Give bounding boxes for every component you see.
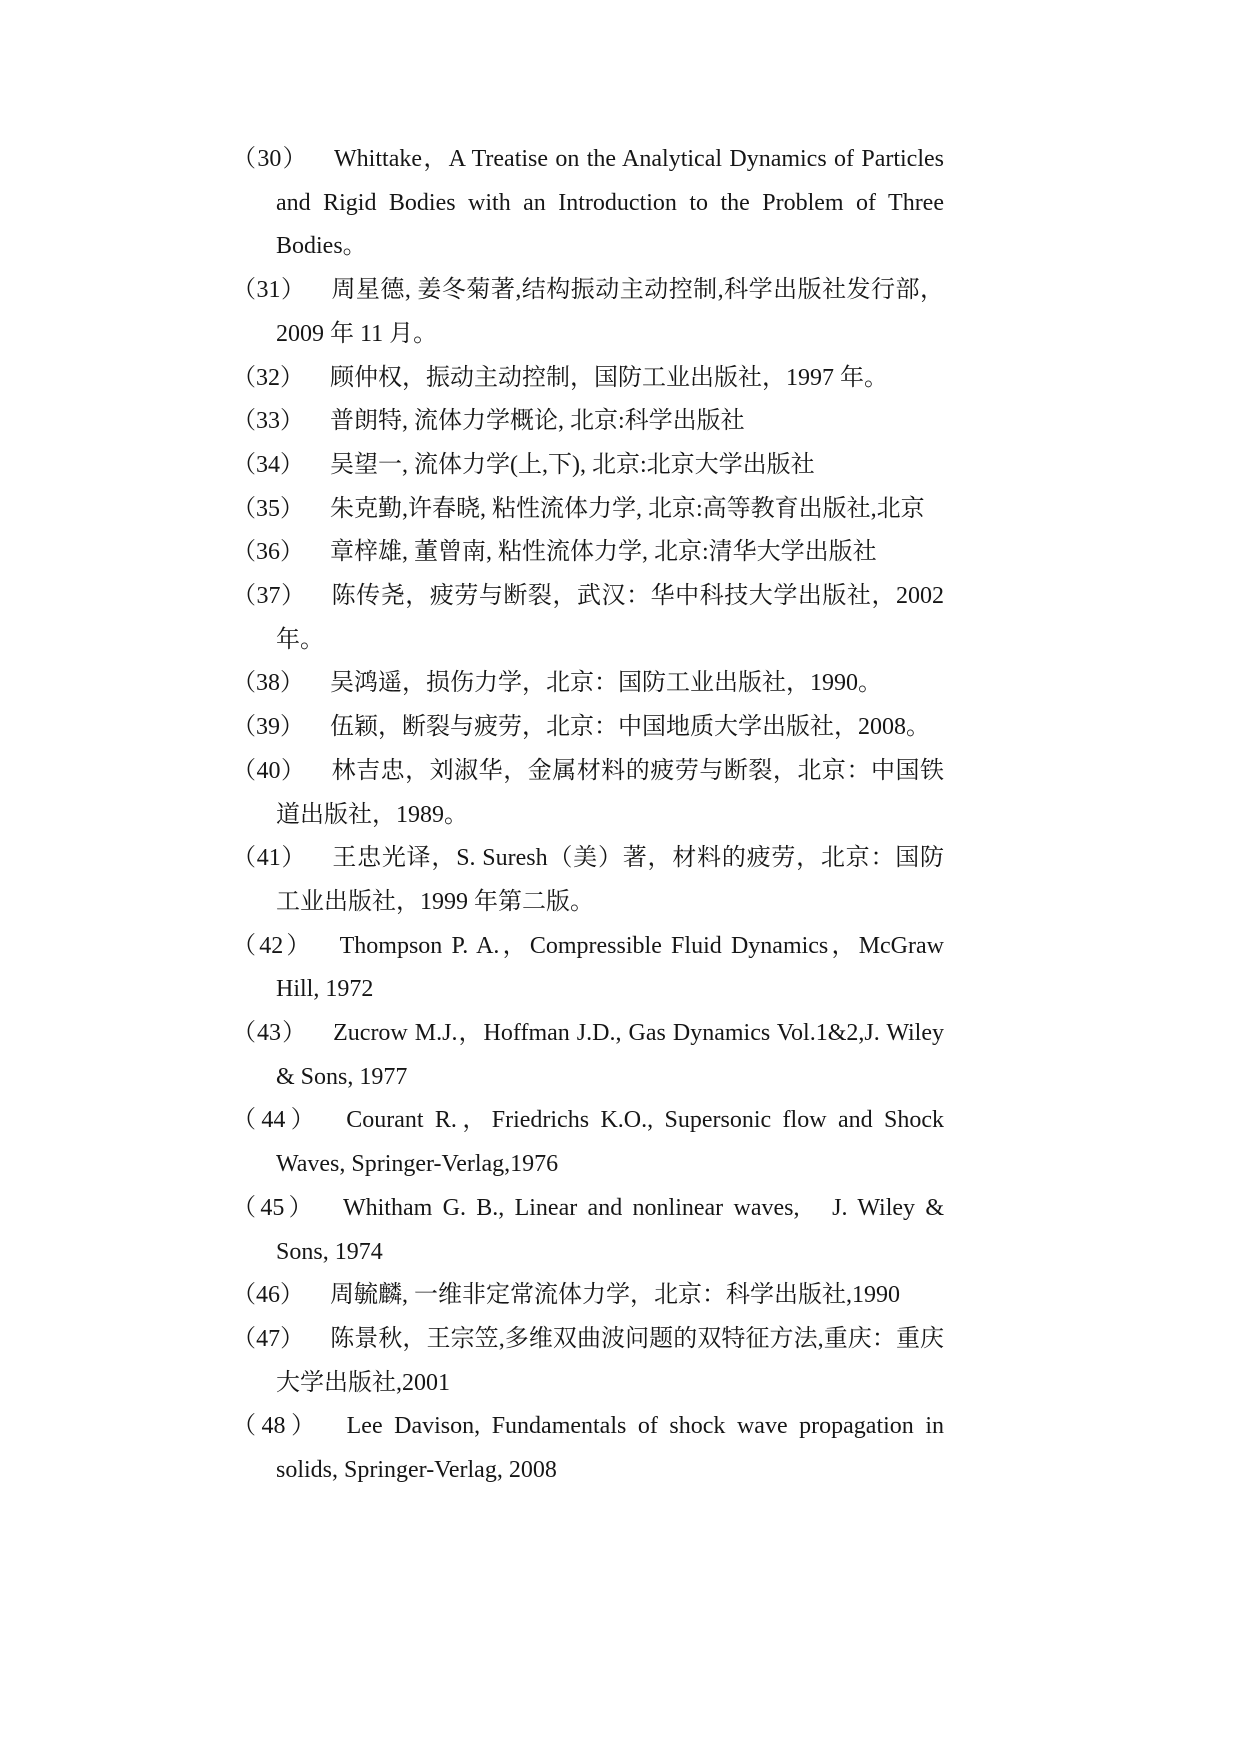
reference-text: 陈传尧，疲劳与断裂，武汉：华中科技大学出版社，2002 年。 (276, 583, 945, 653)
reference-item (232, 1012, 944, 1099)
reference-item (232, 575, 944, 662)
reference-text: 伍颖，断裂与疲劳，北京：中国地质大学出版社，2008。 (330, 714, 930, 741)
reference-text: 普朗特, 流体力学概论, 北京:科学出版社 (330, 408, 745, 435)
reference-text: 周星德, 姜冬菊著,结构振动主动控制,科学出版社发行部，2009 年 11 月。 (276, 277, 945, 347)
reference-number: （42） (232, 932, 314, 959)
reference-number: （35） (232, 495, 304, 522)
reference-item (232, 1274, 944, 1318)
reference-number: （43） (232, 1020, 308, 1047)
reference-text: Zucrow M.J.，Hoffman J.D., Gas Dynamics Vol.1&2,J. Wiley & Sons, 1977 (276, 1020, 944, 1090)
reference-text: 顾仲权，振动主动控制，国防工业出版社，1997 年。 (330, 364, 888, 391)
reference-text: Thompson P. A.，Compressible Fluid Dynamics，McGraw Hill, 1972 (276, 932, 944, 1003)
reference-item (232, 400, 944, 444)
reference-text: Whitham G. B., Linear and nonlinear waves, J. Wiley & Sons, 1974 (276, 1194, 945, 1265)
reference-item (232, 138, 944, 269)
reference-item (232, 750, 944, 837)
reference-number: （40） (232, 757, 306, 784)
reference-number: （46） (232, 1282, 304, 1309)
reference-number: （34） (232, 451, 304, 478)
reference-number: （31） (232, 277, 306, 304)
reference-text: 吴鸿遥，损伤力学，北京：国防工业出版社，1990。 (330, 670, 882, 697)
reference-text: Lee Davison, Fundamentals of shock wave propagation in solids, Springer-Verlag, 2008 (276, 1413, 944, 1484)
reference-item (232, 269, 944, 356)
reference-number: （45） (232, 1194, 317, 1221)
reference-number: （30） (232, 146, 309, 172)
reference-item (232, 488, 944, 532)
reference-item (232, 662, 944, 706)
reference-item (232, 1099, 944, 1186)
reference-number: （33） (232, 408, 304, 435)
reference-number: （39） (232, 714, 304, 741)
reference-item (232, 444, 944, 488)
reference-text: 陈景秋，王宗笠,多维双曲波问题的双特征方法,重庆：重庆大学出版社,2001 (276, 1325, 945, 1396)
reference-text: 林吉忠，刘淑华，金属材料的疲劳与断裂，北京：中国铁道出版社，1989。 (276, 757, 945, 828)
reference-item (232, 706, 944, 750)
reference-number: （36） (232, 539, 304, 566)
reference-item (232, 1405, 944, 1492)
reference-number: （44） (232, 1107, 321, 1134)
reference-list (232, 138, 944, 1493)
reference-item (232, 925, 944, 1012)
reference-text: Courant R.，Friedrichs K.O., Supersonic flow and Shock Waves, Springer-Verlag,1976 (276, 1107, 944, 1178)
reference-number: （41） (232, 845, 307, 872)
reference-text: 章梓雄, 董曾南, 粘性流体力学, 北京:清华大学出版社 (330, 539, 877, 566)
reference-item (232, 1187, 944, 1274)
reference-text: 王忠光译，S. Suresh（美）著，材料的疲劳，北京：国防工业出版社，1999 年第二版。 (276, 845, 945, 915)
reference-item (232, 357, 944, 401)
reference-text: Whittake，A Treatise on the Analytical Dynamics of Particles and Rigid Bodies with an Introduction to the Problem of Three Bodies。 (276, 146, 944, 260)
reference-item (232, 531, 944, 575)
reference-number: （48） (232, 1413, 321, 1440)
reference-item (232, 837, 944, 924)
reference-text: 周毓麟, 一维非定常流体力学，北京：科学出版社,1990 (330, 1282, 900, 1309)
reference-item (232, 1318, 944, 1405)
reference-number: （37） (232, 583, 306, 610)
reference-number: （38） (232, 670, 304, 697)
reference-text: 吴望一, 流体力学(上,下), 北京:北京大学出版社 (330, 451, 815, 478)
reference-number: （47） (232, 1325, 305, 1352)
reference-number: （32） (232, 364, 304, 391)
reference-text: 朱克勤,许春晓, 粘性流体力学, 北京:高等教育出版社,北京 (330, 495, 925, 522)
